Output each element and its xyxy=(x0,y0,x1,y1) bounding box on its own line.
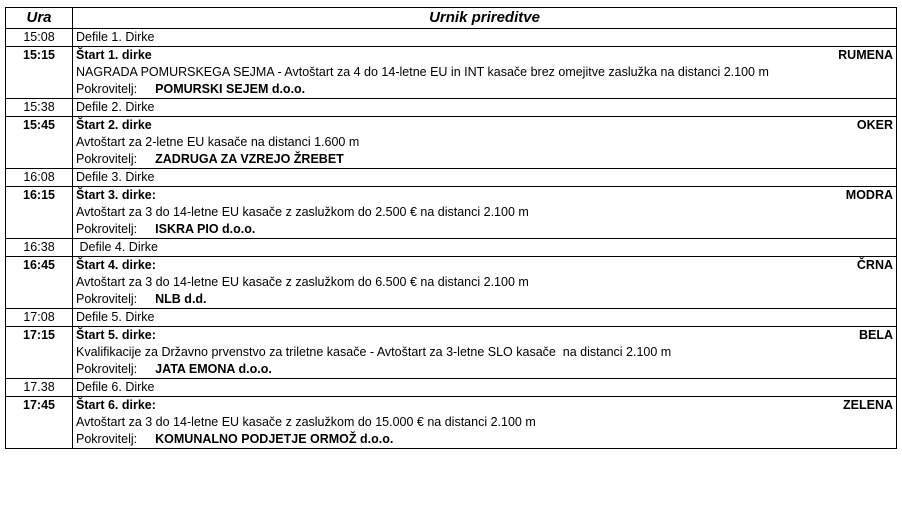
time-cell: 16:15 xyxy=(6,187,73,239)
defile-text: Defile 4. Dirke xyxy=(73,239,897,257)
schedule-table xyxy=(5,7,897,449)
race-cell xyxy=(73,117,897,169)
race-title: Štart 4. dirke: xyxy=(76,258,156,272)
race-row xyxy=(6,187,897,239)
sponsor-name: JATA EMONA d.o.o. xyxy=(155,362,272,376)
defile-text: Defile 5. Dirke xyxy=(73,309,897,327)
time-cell: 15:15 xyxy=(6,47,73,99)
time-cell: 17:08 xyxy=(6,309,73,327)
race-row xyxy=(6,257,897,309)
race-row xyxy=(6,117,897,169)
race-cell xyxy=(73,397,897,449)
sponsor-name: ISKRA PIO d.o.o. xyxy=(155,222,256,236)
sponsor-name: ZADRUGA ZA VZREJO ŽREBET xyxy=(155,152,344,166)
race-color: ČRNA xyxy=(856,258,893,272)
sponsor-label: Pokrovitelj: xyxy=(76,152,138,166)
time-cell: 17:45 xyxy=(6,397,73,449)
race-color: ZELENA xyxy=(843,398,893,412)
defile-text: Defile 2. Dirke xyxy=(73,99,897,117)
race-color: OKER xyxy=(856,118,893,132)
race-row xyxy=(6,327,897,379)
time-cell: 15:38 xyxy=(6,99,73,117)
race-description: Avtoštart za 3 do 14-letne EU kasače z zaslužkom do 15.000 € na distanci 2.100 m xyxy=(76,415,536,429)
header-row xyxy=(6,8,897,29)
race-title: Štart 6. dirke: xyxy=(76,398,156,412)
sponsor-label: Pokrovitelj: xyxy=(76,222,138,236)
defile-row xyxy=(6,29,897,47)
race-row xyxy=(6,47,897,99)
race-color: RUMENA xyxy=(838,48,893,62)
race-cell xyxy=(73,47,897,99)
race-title: Štart 1. dirke xyxy=(76,48,152,62)
defile-row xyxy=(6,239,897,257)
race-cell xyxy=(73,187,897,239)
race-description: Avtoštart za 3 do 14-letne EU kasače z zaslužkom do 6.500 € na distanci 2.100 m xyxy=(76,275,529,289)
defile-row xyxy=(6,309,897,327)
defile-row xyxy=(6,169,897,187)
race-row xyxy=(6,397,897,449)
defile-text: Defile 1. Dirke xyxy=(73,29,897,47)
time-cell: 15:45 xyxy=(6,117,73,169)
time-cell: 15:08 xyxy=(6,29,73,47)
defile-text: Defile 3. Dirke xyxy=(73,169,897,187)
time-column-header: Ura xyxy=(6,8,73,29)
sponsor-name: NLB d.d. xyxy=(155,292,207,306)
sponsor-label: Pokrovitelj: xyxy=(76,432,138,446)
race-description: Kvalifikacije za Državno prvenstvo za triletne kasače - Avtoštart za 3-letne SLO kasače na distanci 2.100 m xyxy=(76,345,672,359)
race-color: BELA xyxy=(858,328,893,342)
race-cell xyxy=(73,257,897,309)
sponsor-label: Pokrovitelj: xyxy=(76,82,138,96)
time-cell: 16:45 xyxy=(6,257,73,309)
race-cell xyxy=(73,327,897,379)
time-cell: 16:38 xyxy=(6,239,73,257)
race-description: Avtoštart za 3 do 14-letne EU kasače z zaslužkom do 2.500 € na distanci 2.100 m xyxy=(76,205,529,219)
race-title: Štart 2. dirke xyxy=(76,118,152,132)
time-cell: 17.38 xyxy=(6,379,73,397)
sponsor-label: Pokrovitelj: xyxy=(76,292,138,306)
sponsor-label: Pokrovitelj: xyxy=(76,362,138,376)
defile-text: Defile 6. Dirke xyxy=(73,379,897,397)
program-column-header: Urnik prireditve xyxy=(73,8,897,29)
sponsor-name: KOMUNALNO PODJETJE ORMOŽ d.o.o. xyxy=(155,432,394,446)
race-description: Avtoštart za 2-letne EU kasače na distanci 1.600 m xyxy=(76,135,360,149)
defile-row xyxy=(6,99,897,117)
sponsor-name: POMURSKI SEJEM d.o.o. xyxy=(155,82,306,96)
race-description: NAGRADA POMURSKEGA SEJMA - Avtoštart za 4 do 14-letne EU in INT kasače brez omejitve zaslužka na distanci 2.100 m xyxy=(76,65,769,79)
time-cell: 16:08 xyxy=(6,169,73,187)
time-cell: 17:15 xyxy=(6,327,73,379)
race-title: Štart 3. dirke: xyxy=(76,188,156,202)
race-title: Štart 5. dirke: xyxy=(76,328,156,342)
race-color: MODRA xyxy=(845,188,893,202)
defile-row xyxy=(6,379,897,397)
